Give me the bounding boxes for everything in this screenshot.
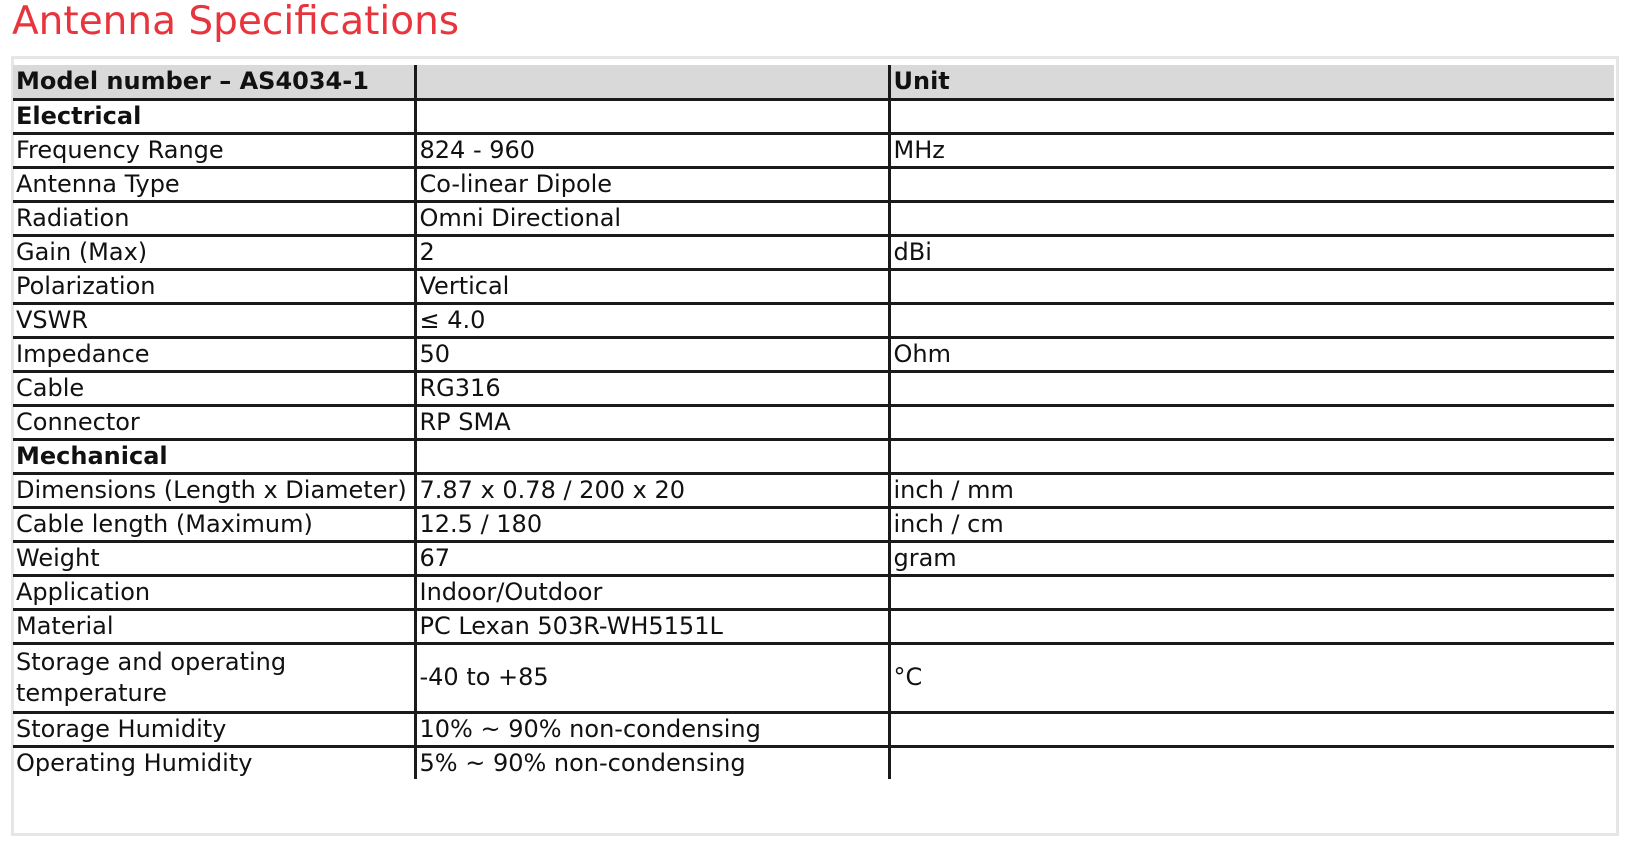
spec-value: PC Lexan 503R-WH5151L <box>415 609 889 643</box>
spec-unit: dBi <box>889 235 1614 269</box>
table-row <box>13 371 1614 405</box>
spec-unit <box>889 269 1614 303</box>
spec-label: Antenna Type <box>13 167 415 201</box>
spec-unit <box>889 609 1614 643</box>
spec-value: Indoor/Outdoor <box>415 575 889 609</box>
spec-table <box>13 65 1614 779</box>
table-row <box>13 405 1614 439</box>
value-header <box>415 65 889 99</box>
spec-unit <box>889 746 1614 779</box>
page-title: Antenna Specifications <box>12 0 460 44</box>
table-row <box>13 746 1614 779</box>
table-row <box>13 133 1614 167</box>
spec-value: Vertical <box>415 269 889 303</box>
table-header-row <box>13 65 1614 99</box>
table-row <box>13 507 1614 541</box>
spec-value: RP SMA <box>415 405 889 439</box>
spec-label: Gain (Max) <box>13 235 415 269</box>
spec-label: Frequency Range <box>13 133 415 167</box>
unit-header: Unit <box>889 65 1614 99</box>
table-row <box>13 201 1614 235</box>
spec-unit: MHz <box>889 133 1614 167</box>
table-row <box>13 473 1614 507</box>
spec-label: Storage and operating temperature <box>13 643 415 712</box>
spec-unit: inch / mm <box>889 473 1614 507</box>
spec-value: 2 <box>415 235 889 269</box>
spec-label: Material <box>13 609 415 643</box>
spec-unit <box>889 405 1614 439</box>
table-row <box>13 712 1614 746</box>
spec-label: Cable <box>13 371 415 405</box>
spec-label: Dimensions (Length x Diameter) <box>13 473 415 507</box>
spec-value: Co-linear Dipole <box>415 167 889 201</box>
spec-label: Connector <box>13 405 415 439</box>
spec-value: -40 to +85 <box>415 643 889 712</box>
spec-label: Application <box>13 575 415 609</box>
table-row <box>13 609 1614 643</box>
spec-unit <box>889 201 1614 235</box>
spec-value: 7.87 x 0.78 / 200 x 20 <box>415 473 889 507</box>
spec-unit <box>889 712 1614 746</box>
spec-label: Storage Humidity <box>13 712 415 746</box>
table-row <box>13 643 1614 712</box>
spec-value: 12.5 / 180 <box>415 507 889 541</box>
spec-value: ≤ 4.0 <box>415 303 889 337</box>
spec-label: Cable length (Maximum) <box>13 507 415 541</box>
spec-unit <box>889 439 1614 473</box>
spec-unit: °C <box>889 643 1614 712</box>
spec-unit <box>889 303 1614 337</box>
spec-label: VSWR <box>13 303 415 337</box>
table-row <box>13 167 1614 201</box>
model-number-header: Model number – AS4034-1 <box>13 65 415 99</box>
spec-value: Omni Directional <box>415 201 889 235</box>
table-row <box>13 235 1614 269</box>
spec-unit: Ohm <box>889 337 1614 371</box>
section-row-electrical <box>13 99 1614 133</box>
table-row <box>13 269 1614 303</box>
spec-unit <box>889 371 1614 405</box>
spec-label: Weight <box>13 541 415 575</box>
spec-value <box>415 439 889 473</box>
section-label: Mechanical <box>13 439 415 473</box>
spec-label: Polarization <box>13 269 415 303</box>
section-label: Electrical <box>13 99 415 133</box>
table-row <box>13 337 1614 371</box>
spec-value: RG316 <box>415 371 889 405</box>
spec-unit <box>889 167 1614 201</box>
spec-label: Radiation <box>13 201 415 235</box>
spec-label: Impedance <box>13 337 415 371</box>
spec-unit <box>889 99 1614 133</box>
spec-value <box>415 99 889 133</box>
spec-value: 50 <box>415 337 889 371</box>
spec-label: Operating Humidity <box>13 746 415 779</box>
spec-unit <box>889 575 1614 609</box>
table-row <box>13 541 1614 575</box>
table-row <box>13 303 1614 337</box>
spec-unit: gram <box>889 541 1614 575</box>
spec-value: 10% ~ 90% non-condensing <box>415 712 889 746</box>
section-row-mechanical <box>13 439 1614 473</box>
table-row <box>13 575 1614 609</box>
spec-value: 5% ~ 90% non-condensing <box>415 746 889 779</box>
spec-value: 67 <box>415 541 889 575</box>
spec-value: 824 - 960 <box>415 133 889 167</box>
spec-unit: inch / cm <box>889 507 1614 541</box>
